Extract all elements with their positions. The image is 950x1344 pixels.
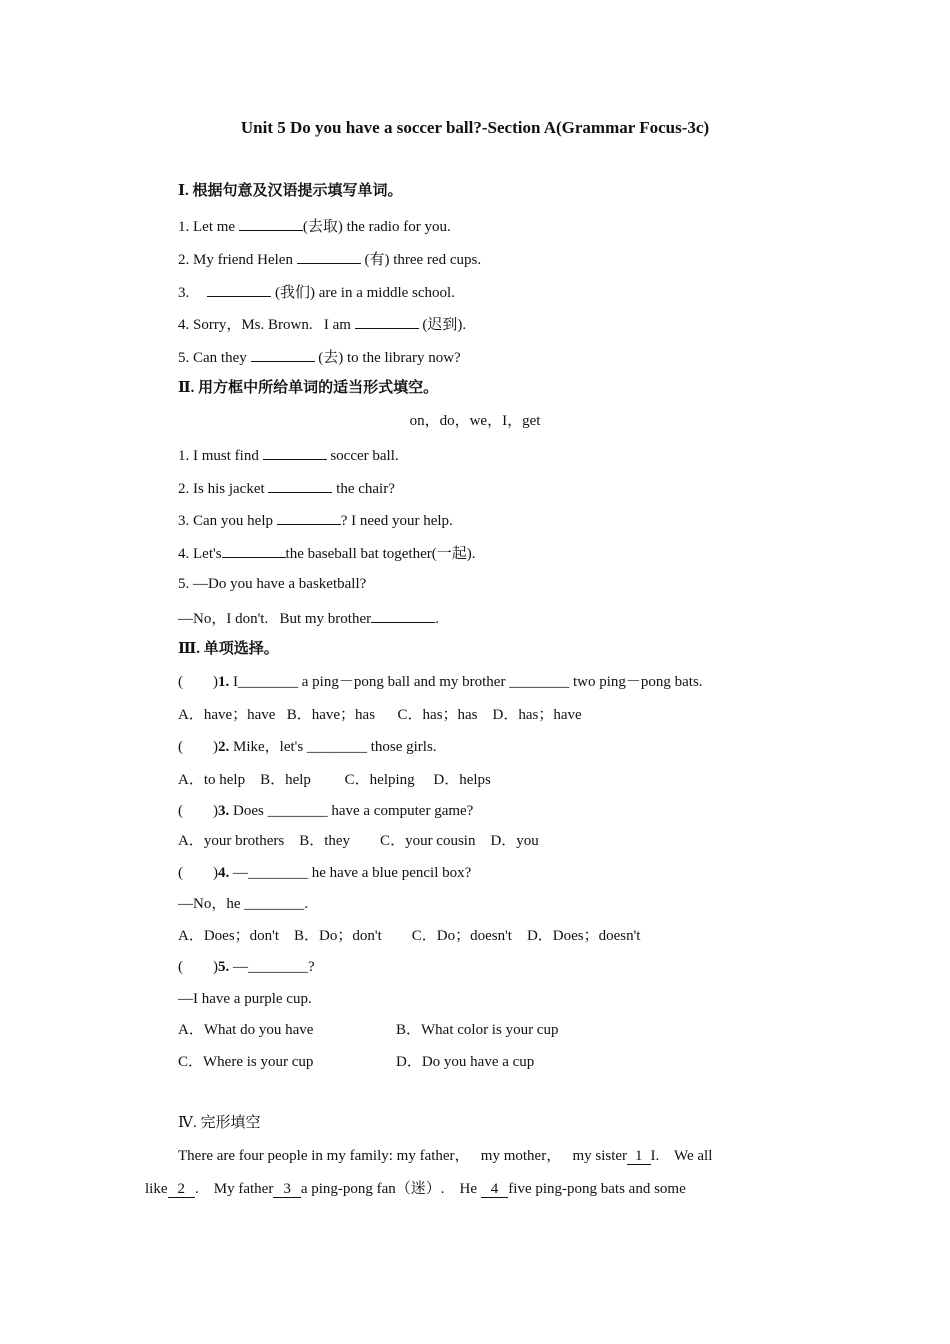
part2-item-1: 1. I must find soccer ball.	[178, 445, 399, 465]
answer-blank[interactable]	[207, 282, 271, 297]
answer-blank[interactable]	[222, 543, 286, 558]
answer-paren[interactable]: ( )	[178, 865, 218, 881]
question-2: ( )2. Mike，let's ________ those girls.	[178, 739, 437, 755]
question-3-options: A．your brothers B．they C．your cousin D．you	[178, 833, 539, 849]
section-4-heading: Ⅳ. 完形填空	[178, 1115, 261, 1131]
answer-paren[interactable]: ( )	[178, 959, 218, 975]
cloze-line-2: like 2 . My father 3 a ping-pong fan（迷）. He 4 five ping-pong bats and some	[145, 1181, 686, 1197]
part1-item-1: 1. Let me (去取) the radio for you.	[178, 216, 451, 236]
question-5: ( )5. —________?	[178, 959, 315, 975]
cloze-blank-2[interactable]: 2	[168, 1181, 196, 1198]
answer-blank[interactable]	[263, 445, 327, 460]
section-2-heading: Ⅱ. 用方框中所给单词的适当形式填空。	[178, 380, 439, 396]
part1-item-4: 4. Sorry，Ms. Brown. I am (迟到).	[178, 314, 466, 334]
question-5-reply: —I have a purple cup.	[178, 991, 312, 1007]
part2-item-4: 4. Let's the baseball bat together(一起).	[178, 543, 475, 563]
cloze-blank-3[interactable]: 3	[273, 1181, 301, 1198]
answer-blank[interactable]	[277, 510, 341, 525]
part2-item-5-reply: —No，I don't. But my brother .	[178, 608, 439, 628]
section-3-heading: Ⅲ. 单项选择。	[178, 641, 279, 657]
question-5-option-a: A．What do you have	[178, 1022, 314, 1038]
answer-blank[interactable]	[268, 478, 332, 493]
question-5-option-c: C．Where is your cup	[178, 1054, 314, 1070]
answer-blank[interactable]	[239, 216, 303, 231]
answer-blank[interactable]	[251, 347, 315, 362]
question-2-options: A．to help B．help C．helping D．helps	[178, 772, 491, 788]
word-box: on，do，we，I，get	[409, 413, 541, 429]
question-3: ( )3. Does ________ have a computer game?	[178, 803, 474, 819]
part1-item-5: 5. Can they (去) to the library now?	[178, 347, 461, 367]
cloze-blank-4[interactable]: 4	[481, 1181, 509, 1198]
answer-blank[interactable]	[371, 608, 435, 623]
question-4-reply: —No，he ________.	[178, 896, 308, 912]
part1-item-3: 3. (我们) are in a middle school.	[178, 282, 455, 302]
answer-paren[interactable]: ( )	[178, 739, 218, 755]
question-1: ( )1. I________ a ping－pong ball and my brother ________ two ping－pong bats.	[178, 674, 703, 690]
answer-blank[interactable]	[297, 249, 361, 264]
answer-paren[interactable]: ( )	[178, 803, 218, 819]
part1-item-2: 2. My friend Helen (有) three red cups.	[178, 249, 481, 269]
page-title: Unit 5 Do you have a soccer ball?-Section A(Grammar Focus-3c)	[240, 118, 710, 137]
part2-item-3: 3. Can you help ? I need your help.	[178, 510, 453, 530]
answer-paren[interactable]: ( )	[178, 674, 218, 690]
question-1-options: A．have；have B．have；has C．has；has D．has；have	[178, 707, 582, 723]
question-5-option-d: D．Do you have a cup	[396, 1054, 535, 1070]
part2-item-5: 5. —Do you have a basketball?	[178, 576, 367, 592]
question-4: ( )4. —________ he have a blue pencil box?	[178, 865, 472, 881]
part2-item-2: 2. Is his jacket the chair?	[178, 478, 395, 498]
question-4-options: A．Does；don't B．Do；don't C．Do；doesn't D．Does；doesn't	[178, 928, 641, 944]
cloze-blank-1[interactable]: 1	[627, 1148, 651, 1165]
answer-blank[interactable]	[355, 314, 419, 329]
question-5-option-b: B．What color is your cup	[396, 1022, 559, 1038]
section-1-heading: Ⅰ. 根据句意及汉语提示填写单词。	[178, 183, 403, 199]
cloze-line-1: There are four people in my family: my father， my mother， my sister 1 I. We all	[178, 1148, 713, 1164]
